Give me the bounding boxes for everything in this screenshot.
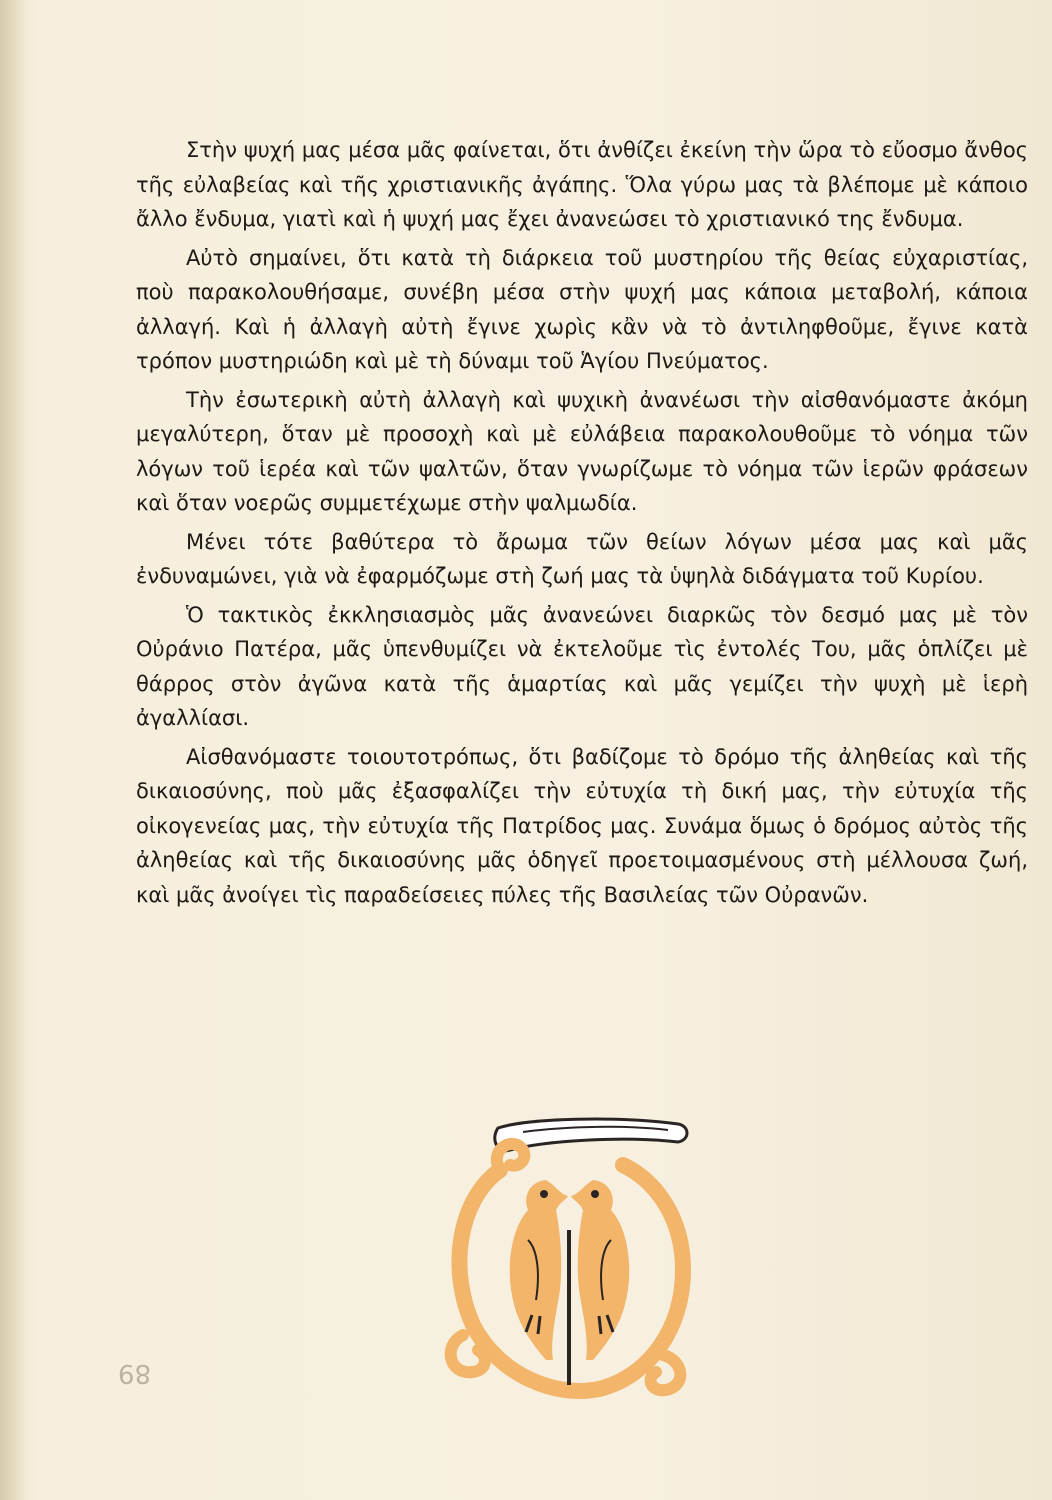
paragraph-3: Τὴν ἐσωτερικὴ αὐτὴ ἀλλαγὴ καὶ ψυχικὴ ἀνανέωσι τὴν αἰσθανόμαστε ἀκόμη μεγαλύτερη, ὅταν μὲ προσοχὴ καὶ μὲ εὐλάβεια παρακολουθοῦμε τὸ νόημα τῶν λόγων τοῦ ἱερέα καὶ τῶν ψαλτῶν, ὅταν γνωρίζωμε τὸ νόημα τῶν ἱερῶν φράσεων καὶ ὅταν νοερῶς συμμετέχωμε στὴν ψαλμωδία. <box>136 387 1028 515</box>
paragraph-6: Αἰσθανόμαστε τοιουτοτρόπως, ὅτι βαδίζομε τὸ δρόμο τῆς ἀληθείας καὶ τῆς δικαιοσύνης, ποὺ μᾶς ἐξασφαλίζει τὴν εὐτυχία τὴ δική μας, τὴν εὐτυχία τῆς οἰκογενείας μας, τὴν εὐτυχία τῆς Πατρίδος μας. Συνάμα ὅμως ὁ δρόμος αὐτὸς τῆς ἀληθείας καὶ τῆς δικαιοσύνης μᾶς ὁδηγεῖ προετοιμασμένους στὴ μέλλουσα ζωή, καὶ μᾶς ἀνοίγει τὶς παραδείσειες πύλες τῆς Βασιλείας τῶν Οὐρανῶν. <box>136 744 1028 907</box>
paragraph-2: Αὐτὸ σημαίνει, ὅτι κατὰ τὴ διάρκεια τοῦ μυστηρίου τῆς θείας εὐχαριστίας, ποὺ παρακολουθήσαμε, συνέβη μέσα στὴν ψυχή μας κάποια μεταβολή, κάποια ἀλλαγή. Καὶ ἡ ἀλλαγὴ αὐτὴ ἔγινε χωρὶς κἂν νὰ τὸ ἀντιληφθοῦμε, ἔγινε κατὰ τρόπον μυστηριώδη καὶ μὲ τὴ δύναμι τοῦ Ἁγίου Πνεύματος. <box>136 245 1028 373</box>
page-gutter-shadow <box>0 0 26 1500</box>
two-birds-ornament-icon <box>428 1110 698 1415</box>
body-text <box>136 133 1028 916</box>
paragraph-5: Ὁ τακτικὸς ἐκκλησιασμὸς μᾶς ἀνανεώνει διαρκῶς τὸν δεσμό μας μὲ τὸν Οὐράνιο Πατέρα, μᾶς ὑπενθυμίζει νὰ ἐκτελοῦμε τὶς ἐντολές Του, μᾶς ὁπλίζει μὲ θάρρος στὸν ἀγῶνα κατὰ τῆς ἁμαρτίας καὶ μᾶς γεμίζει τὴν ψυχὴ μὲ ἱερὴ ἀγαλλίασι. <box>136 602 1028 730</box>
paragraph-1: Στὴν ψυχή μας μέσα μᾶς φαίνεται, ὅτι ἀνθίζει ἐκείνη τὴν ὥρα τὸ εὔοσμο ἄνθος τῆς εὐλαβείας καὶ τῆς χριστιανικῆς ἀγάπης. Ὅλα γύρω μας τὰ βλέπομε μὲ κάποιο ἄλλο ἔνδυμα, γιατὶ καὶ ἡ ψυχή μας ἔχει ἀνανεώσει τὸ χριστιανικό της ἔνδυμα. <box>136 138 1028 231</box>
paragraph-4: Μένει τότε βαθύτερα τὸ ἄρωμα τῶν θείων λόγων μέσα μας καὶ μᾶς ἐνδυναμώνει, γιὰ νὰ ἐφαρμόζωμε στὴ ζωή μας τὰ ὑψηλὰ διδάγματα τοῦ Κυρίου. <box>136 529 1028 588</box>
page-number: 89 <box>118 1358 152 1388</box>
